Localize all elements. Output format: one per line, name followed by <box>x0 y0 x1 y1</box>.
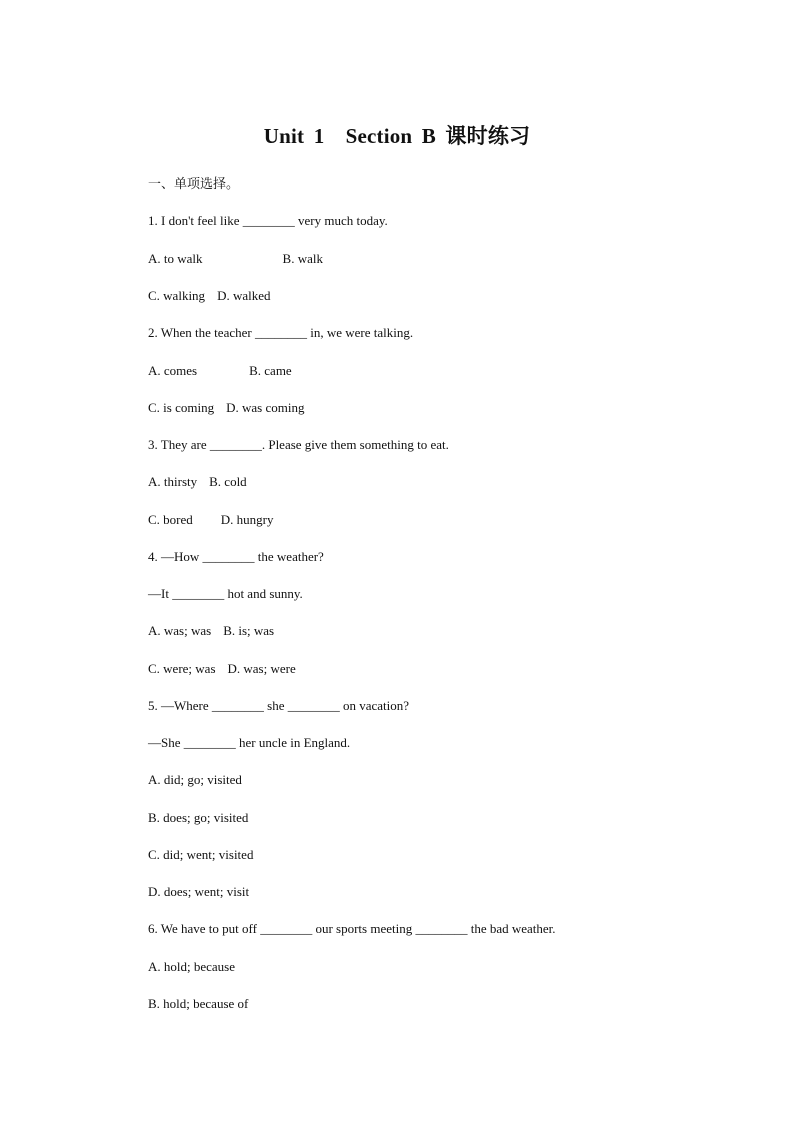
question-1-option-d: D. walked <box>217 288 271 303</box>
question-1-option-c: C. walking <box>148 288 206 303</box>
question-4-stem: 4. —How ________ the weather? <box>148 549 324 564</box>
question-1-options-row-2 <box>148 288 271 304</box>
question-5-stem: 5. —Where ________ she ________ on vacation? <box>148 698 410 713</box>
question-3-option-b: B. cold <box>209 474 247 489</box>
question-6-option-a: A. hold; because <box>148 959 236 974</box>
question-2-option-d: D. was coming <box>226 400 305 415</box>
question-5-option-d: D. does; went; visit <box>148 884 250 899</box>
question-1-options-row-1 <box>148 251 323 267</box>
question-3-stem: 3. They are ________. Please give them something to eat. <box>148 437 449 452</box>
question-2-option-a: A. comes <box>148 363 198 378</box>
question-3-options-row-1 <box>148 474 247 490</box>
question-4-options-row-1 <box>148 623 274 639</box>
question-5-stem-2: —She ________ her uncle in England. <box>148 735 351 750</box>
question-4-options-row-2 <box>148 661 296 677</box>
question-3-options-row-2 <box>148 512 274 528</box>
question-6-option-b: B. hold; because of <box>148 996 249 1011</box>
question-3-option-a: A. thirsty <box>148 474 198 489</box>
question-4-option-b: B. is; was <box>223 623 275 638</box>
question-6-stem: 6. We have to put off ________ our sports meeting ________ the bad weather. <box>148 921 556 936</box>
question-1-stem: 1. I don't feel like ________ very much today. <box>148 213 388 228</box>
question-4-stem-2: —It ________ hot and sunny. <box>148 586 303 601</box>
question-2-stem: 2. When the teacher ________ in, we were talking. <box>148 325 414 340</box>
question-4-option-c: C. were; was <box>148 661 216 676</box>
question-5-option-b: B. does; go; visited <box>148 810 249 825</box>
question-1-option-a: A. to walk <box>148 251 203 266</box>
question-5-option-a: A. did; go; visited <box>148 772 242 787</box>
question-5-option-c: C. did; went; visited <box>148 847 254 862</box>
question-2-options-row-1 <box>148 363 292 379</box>
question-2-option-b: B. came <box>249 363 292 378</box>
page-title: Unit 1 Section B 课时练习 <box>263 124 531 148</box>
question-3-option-c: C. bored <box>148 512 193 527</box>
question-4-option-a: A. was; was <box>148 623 212 638</box>
question-2-options-row-2 <box>148 400 304 416</box>
section-heading: 一、单项选择。 <box>148 176 240 191</box>
question-1-option-b: B. walk <box>282 251 323 266</box>
question-3-option-d: D. hungry <box>220 512 274 527</box>
question-4-option-d: D. was; were <box>227 661 296 676</box>
question-2-option-c: C. is coming <box>148 400 215 415</box>
